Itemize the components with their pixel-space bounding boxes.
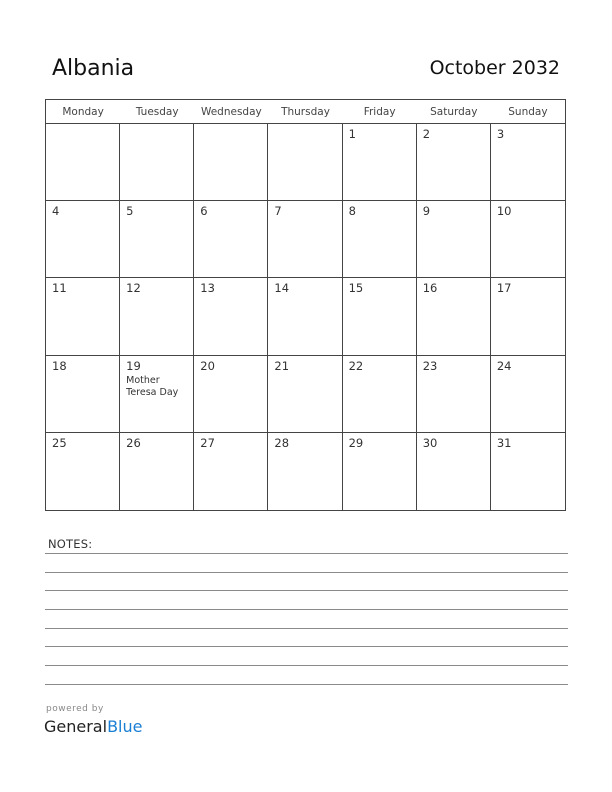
note-line xyxy=(45,665,568,666)
day-cell[interactable] xyxy=(343,356,417,433)
day-number: 27 xyxy=(200,435,215,450)
day-cell[interactable] xyxy=(120,356,194,433)
note-line xyxy=(45,684,568,685)
day-cell[interactable] xyxy=(120,278,194,355)
day-cell[interactable] xyxy=(268,433,342,510)
day-number: 17 xyxy=(496,281,512,296)
note-line xyxy=(45,553,568,554)
weekday-header: Tuesday xyxy=(120,100,194,124)
day-number: 25 xyxy=(52,435,67,450)
day-number: 5 xyxy=(126,204,134,219)
day-number: 6 xyxy=(200,204,208,219)
day-cell[interactable] xyxy=(417,124,491,201)
day-number: 20 xyxy=(200,358,215,373)
day-cell[interactable] xyxy=(417,356,491,433)
day-cell[interactable] xyxy=(194,124,268,201)
day-cell[interactable] xyxy=(120,201,194,278)
day-number: 18 xyxy=(52,358,67,373)
day-number: 9 xyxy=(422,204,431,219)
day-cell[interactable] xyxy=(46,124,120,201)
day-number: 10 xyxy=(496,204,512,219)
weekday-header: Sunday xyxy=(491,100,565,124)
day-number: 22 xyxy=(348,358,364,373)
note-line xyxy=(45,628,568,629)
day-cell[interactable] xyxy=(194,433,268,510)
day-cell[interactable] xyxy=(268,201,342,278)
notes-label: NOTES: xyxy=(48,537,93,551)
day-cell[interactable] xyxy=(120,124,194,201)
day-cell[interactable] xyxy=(491,201,565,278)
brand-general: General xyxy=(44,717,108,736)
holiday-label: Mother Teresa Day xyxy=(126,374,179,398)
day-number: 24 xyxy=(496,358,512,373)
day-cell[interactable] xyxy=(194,356,268,433)
day-number: 15 xyxy=(348,281,364,296)
day-number: 29 xyxy=(348,435,364,450)
day-number: 7 xyxy=(274,204,282,219)
day-number: 19 xyxy=(126,358,141,373)
day-cell[interactable] xyxy=(268,124,342,201)
day-cell[interactable] xyxy=(417,278,491,355)
day-cell[interactable] xyxy=(343,433,417,510)
day-cell[interactable] xyxy=(268,356,342,433)
day-cell[interactable] xyxy=(491,433,565,510)
day-cell[interactable] xyxy=(417,201,491,278)
generalblue-logo[interactable] xyxy=(44,717,142,736)
day-cell[interactable] xyxy=(194,201,268,278)
day-number: 21 xyxy=(274,358,290,373)
day-cell[interactable] xyxy=(491,124,565,201)
day-cell[interactable] xyxy=(46,356,120,433)
day-number: 30 xyxy=(422,435,438,450)
day-cell[interactable] xyxy=(268,278,342,355)
day-cell[interactable] xyxy=(491,278,565,355)
day-number: 4 xyxy=(52,204,60,219)
day-number: 31 xyxy=(496,435,512,450)
day-number: 14 xyxy=(274,281,290,296)
powered-by-text: powered by xyxy=(46,704,104,714)
day-cell[interactable] xyxy=(46,201,120,278)
day-cell[interactable] xyxy=(343,201,417,278)
day-number: 1 xyxy=(348,127,356,141)
day-number: 23 xyxy=(422,358,438,373)
day-number: 16 xyxy=(422,281,438,296)
day-number: 12 xyxy=(126,281,141,296)
day-number: 8 xyxy=(348,204,356,219)
note-line xyxy=(45,609,568,610)
weekday-header: Thursday xyxy=(268,100,342,124)
day-number: 28 xyxy=(274,435,290,450)
day-number: 13 xyxy=(200,281,215,296)
day-cell[interactable] xyxy=(343,124,417,201)
weekday-header: Friday xyxy=(343,100,417,124)
day-number: 26 xyxy=(126,435,141,450)
weekday-header: Saturday xyxy=(417,100,491,124)
day-cell[interactable] xyxy=(417,433,491,510)
country-title: Albania xyxy=(52,56,135,81)
month-year-title: October 2032 xyxy=(429,57,560,79)
day-number: 2 xyxy=(422,127,431,141)
day-cell[interactable] xyxy=(343,278,417,355)
day-number: 11 xyxy=(52,281,67,296)
day-number: 3 xyxy=(496,127,505,141)
day-cell[interactable] xyxy=(194,278,268,355)
day-cell[interactable] xyxy=(120,433,194,510)
brand-blue: Blue xyxy=(107,717,143,736)
note-line xyxy=(45,572,568,573)
day-cell[interactable] xyxy=(46,433,120,510)
note-line xyxy=(45,646,568,647)
note-line xyxy=(45,590,568,591)
weekday-header: Wednesday xyxy=(194,100,268,124)
day-cell[interactable] xyxy=(491,356,565,433)
weekday-header: Monday xyxy=(46,100,120,124)
day-cell[interactable] xyxy=(46,278,120,355)
calendar-grid xyxy=(45,99,566,511)
